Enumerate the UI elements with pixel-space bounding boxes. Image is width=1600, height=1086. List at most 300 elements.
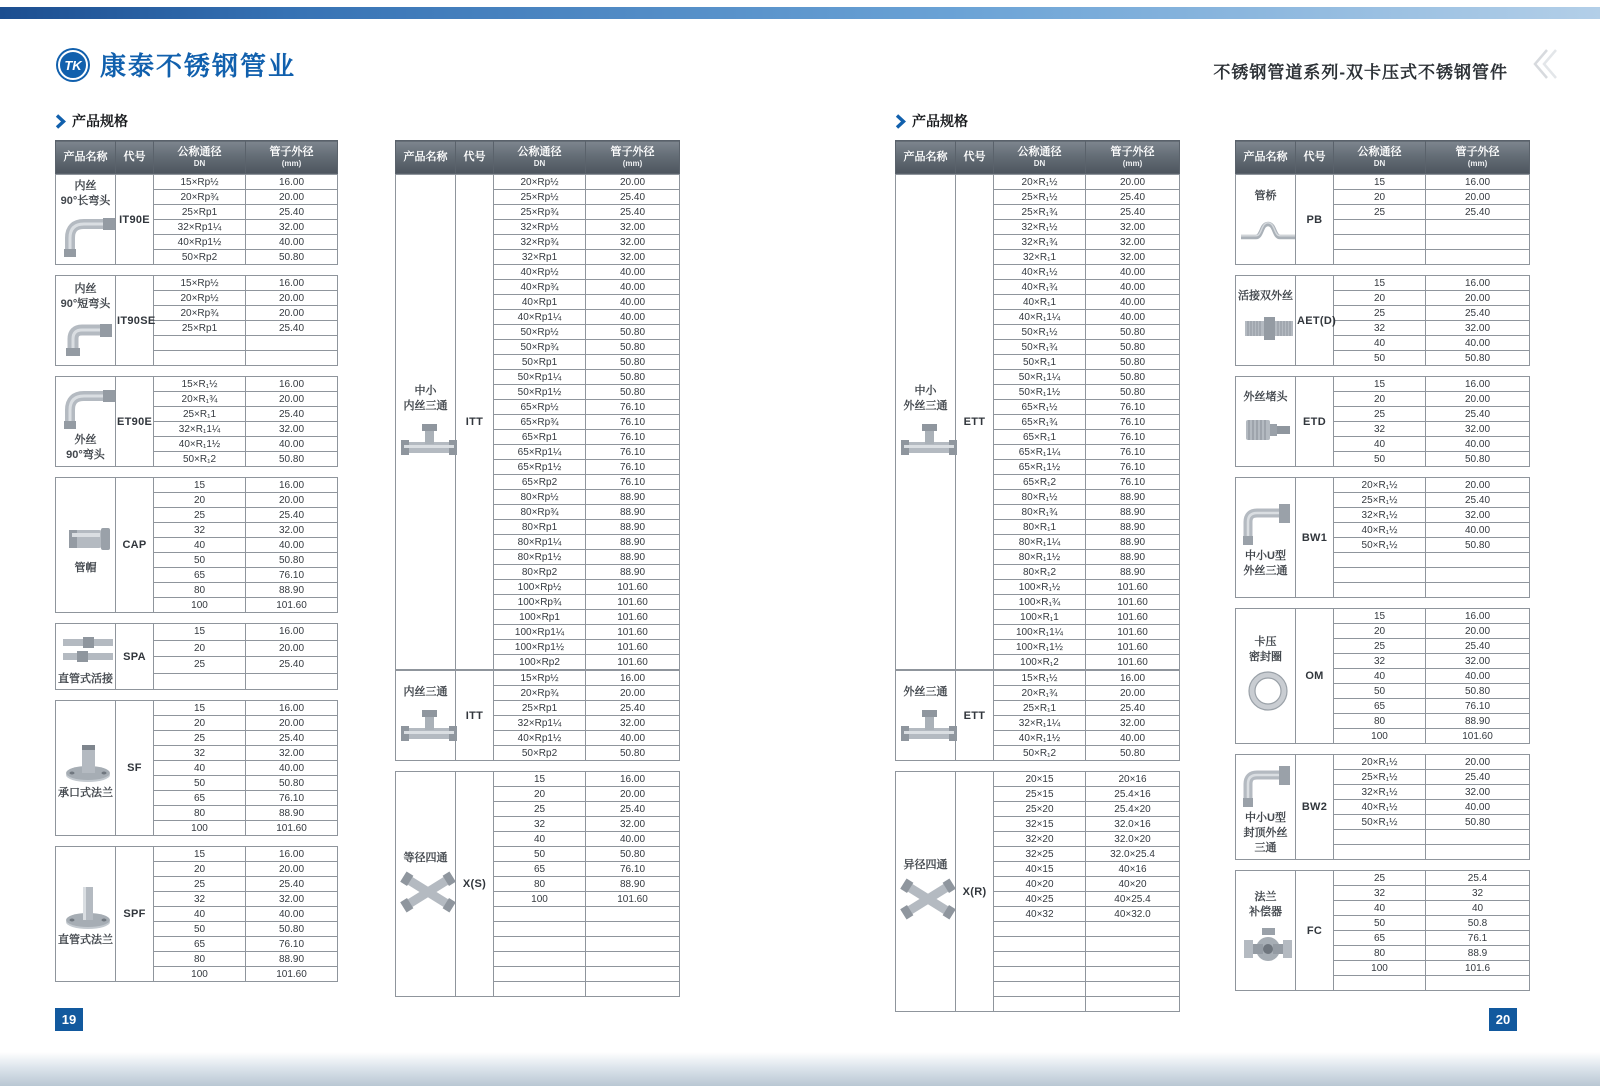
od-cell: 88.90 xyxy=(1086,535,1180,550)
col-header-od-label: 管子外径 xyxy=(1455,146,1500,158)
product-name-line: 外丝三通 xyxy=(903,686,948,698)
od-cell: 20.00 xyxy=(586,175,680,190)
dn-cell: 32×Rp1 xyxy=(494,250,586,265)
dn-cell: 15 xyxy=(154,478,246,493)
dn-cell: 25 xyxy=(154,877,246,892)
spec-table-bw2-5 xyxy=(1235,754,1530,860)
dn-cell: 15 xyxy=(494,772,586,787)
dn-cell: 15×Rp½ xyxy=(154,175,246,190)
spec-table-spf-6 xyxy=(55,846,338,982)
od-cell: 88.90 xyxy=(586,520,680,535)
od-cell: 25.4×20 xyxy=(1086,802,1180,817)
col-header-dn xyxy=(994,141,1086,174)
dn-cell: 32×R₁1¼ xyxy=(994,716,1086,731)
od-cell: 25.40 xyxy=(246,508,338,523)
dn-cell: 25×Rp1 xyxy=(494,701,586,716)
od-cell: 20.00 xyxy=(1426,392,1530,407)
spec-table-it90e-0 xyxy=(55,174,338,265)
product-code: IT90E xyxy=(116,175,154,265)
spec-column-1 xyxy=(55,140,338,992)
top-accent-band xyxy=(0,7,1600,19)
col-header-code-label: 代号 xyxy=(1303,150,1326,163)
dn-cell: 20×15 xyxy=(994,772,1086,787)
od-cell: 20×16 xyxy=(1086,772,1180,787)
od-cell: 16.00 xyxy=(586,671,680,686)
dn-cell: 80 xyxy=(154,583,246,598)
dn-cell: 25×Rp1 xyxy=(154,321,246,336)
product-code: FC xyxy=(1296,871,1334,991)
dn-cell: 40 xyxy=(1334,437,1426,452)
od-cell: 76.10 xyxy=(1426,699,1530,714)
od-cell: 88.90 xyxy=(586,535,680,550)
col-header-product-label: 产品名称 xyxy=(1243,150,1288,163)
dn-cell xyxy=(994,952,1086,967)
product-cell xyxy=(56,175,116,265)
spec-row xyxy=(1236,276,1530,291)
spec-row xyxy=(1236,871,1530,886)
dn-cell: 15×Rp½ xyxy=(494,671,586,686)
dn-cell: 100×R₁2 xyxy=(994,655,1086,670)
col-header-dn-label: 公称通径 xyxy=(177,146,222,158)
dn-cell: 65 xyxy=(494,862,586,877)
product-image-tee-icon xyxy=(397,703,454,743)
dn-cell: 20 xyxy=(154,862,246,877)
od-cell: 20.00 xyxy=(1426,291,1530,306)
od-cell: 20.00 xyxy=(1426,190,1530,205)
product-name-line: 外丝三通 xyxy=(903,400,948,412)
spec-table-aetd-1 xyxy=(1235,275,1530,366)
dn-cell: 65×R₁¾ xyxy=(994,415,1086,430)
dn-cell: 32×R₁1¼ xyxy=(154,422,246,437)
product-name-line: 管帽 xyxy=(74,561,97,574)
dn-cell: 80×R₁1½ xyxy=(994,550,1086,565)
dn-cell: 15 xyxy=(154,701,246,716)
product-code: ETT xyxy=(956,671,994,761)
spec-table-itt-0 xyxy=(395,174,680,670)
product-code: ITT xyxy=(456,671,494,761)
product-image-elbow-icon xyxy=(57,384,114,430)
od-cell: 20.00 xyxy=(586,787,680,802)
double-chevron-icon xyxy=(1530,48,1558,85)
spec-row xyxy=(56,478,338,493)
od-cell: 40.00 xyxy=(246,235,338,250)
col-header-code xyxy=(1296,141,1334,174)
spec-table-xr-2 xyxy=(895,771,1180,1012)
od-cell: 20.00 xyxy=(246,190,338,205)
col-header-dn-sublabel: DN xyxy=(533,159,546,168)
svg-text:TK: TK xyxy=(64,57,82,73)
dn-cell: 32 xyxy=(154,892,246,907)
dn-cell: 100×R₁1¼ xyxy=(994,625,1086,640)
od-cell: 88.90 xyxy=(586,550,680,565)
dn-cell: 80×Rp1 xyxy=(494,520,586,535)
dn-cell: 50×R₁¾ xyxy=(994,340,1086,355)
product-image-tee-icon xyxy=(897,703,954,743)
dn-cell xyxy=(1334,568,1426,583)
od-cell: 16.00 xyxy=(246,478,338,493)
od-cell: 101.60 xyxy=(586,595,680,610)
col-header-code xyxy=(956,141,994,174)
dn-cell: 32×Rp1¼ xyxy=(154,220,246,235)
od-cell: 40.00 xyxy=(1086,265,1180,280)
od-cell: 32.0×16 xyxy=(1086,817,1180,832)
od-cell xyxy=(246,673,338,690)
od-cell: 101.6 xyxy=(1426,961,1530,976)
od-cell: 76.10 xyxy=(246,937,338,952)
product-cell xyxy=(1236,377,1296,467)
spec-header-table xyxy=(55,140,338,174)
od-cell: 32.00 xyxy=(1426,422,1530,437)
od-cell: 25.40 xyxy=(586,802,680,817)
od-cell: 101.60 xyxy=(586,610,680,625)
od-cell: 88.90 xyxy=(246,583,338,598)
product-code: AET(D) xyxy=(1296,276,1334,366)
dn-cell xyxy=(1334,830,1426,845)
series-title: 不锈钢管道系列-双卡压式不锈钢管件 xyxy=(1213,63,1508,82)
product-name-line: 90°弯头 xyxy=(66,448,105,461)
col-header-product xyxy=(1236,141,1296,174)
product-name xyxy=(1237,635,1294,665)
product-cell xyxy=(1236,276,1296,366)
dn-cell: 80×Rp½ xyxy=(494,490,586,505)
product-name-line: 承口式法兰 xyxy=(58,786,113,799)
od-cell: 32 xyxy=(1426,886,1530,901)
dn-cell: 15 xyxy=(1334,377,1426,392)
spec-table-pb-0 xyxy=(1235,174,1530,265)
od-cell: 101.60 xyxy=(1086,640,1180,655)
dn-cell: 20 xyxy=(1334,291,1426,306)
product-name xyxy=(897,858,954,873)
od-cell: 40.00 xyxy=(246,761,338,776)
od-cell: 32.00 xyxy=(1426,654,1530,669)
od-cell: 50.80 xyxy=(246,452,338,467)
dn-cell: 20 xyxy=(1334,624,1426,639)
od-cell: 50.80 xyxy=(1086,325,1180,340)
product-name-line: 密封圈 xyxy=(1249,651,1282,663)
od-cell: 25.40 xyxy=(246,877,338,892)
od-cell: 40.00 xyxy=(586,265,680,280)
product-name xyxy=(57,933,114,948)
product-code: ITT xyxy=(456,175,494,670)
col-header-dn-sublabel: DN xyxy=(1373,159,1386,168)
od-cell xyxy=(1426,553,1530,568)
dn-cell: 100×Rp2 xyxy=(494,655,586,670)
dn-cell: 25 xyxy=(1334,871,1426,886)
dn-cell: 50 xyxy=(1334,684,1426,699)
dn-cell: 20×R₁½ xyxy=(994,175,1086,190)
product-code: PB xyxy=(1296,175,1334,265)
dn-cell: 40 xyxy=(154,761,246,776)
od-cell: 88.90 xyxy=(1086,490,1180,505)
od-cell: 16.00 xyxy=(1426,609,1530,624)
od-cell: 25.4 xyxy=(1426,871,1530,886)
col-header-od-sublabel: (mm) xyxy=(1467,159,1488,168)
dn-cell: 40×R₁1 xyxy=(994,295,1086,310)
dn-cell: 80×Rp1½ xyxy=(494,550,586,565)
dn-cell: 40 xyxy=(154,907,246,922)
od-cell: 76.10 xyxy=(1086,415,1180,430)
product-name-line: 中小 xyxy=(414,385,437,397)
dn-cell: 25 xyxy=(494,802,586,817)
product-cell xyxy=(896,175,956,670)
od-cell: 76.10 xyxy=(1086,445,1180,460)
spec-table-spa-4 xyxy=(55,623,338,690)
product-cell xyxy=(56,624,116,690)
product-cell xyxy=(896,772,956,1012)
dn-cell: 100 xyxy=(154,967,246,982)
spec-table-cap-3 xyxy=(55,477,338,613)
dn-cell: 65×Rp1¼ xyxy=(494,445,586,460)
spec-header-row xyxy=(396,141,680,174)
col-header-code xyxy=(116,141,154,174)
dn-cell: 65×R₁2 xyxy=(994,475,1086,490)
od-cell: 25.40 xyxy=(1426,407,1530,422)
spec-table-sf-5 xyxy=(55,700,338,836)
dn-cell: 40×15 xyxy=(994,862,1086,877)
od-cell: 101.60 xyxy=(246,967,338,982)
dn-cell xyxy=(494,907,586,922)
dn-cell: 20×Rp¾ xyxy=(494,686,586,701)
od-cell: 40.00 xyxy=(1086,731,1180,746)
od-cell: 76.10 xyxy=(586,445,680,460)
od-cell xyxy=(586,967,680,982)
product-name-line: 三通 xyxy=(1254,841,1277,854)
col-header-od-sublabel: (mm) xyxy=(622,159,643,168)
od-cell: 40.00 xyxy=(1086,310,1180,325)
dn-cell: 40×20 xyxy=(994,877,1086,892)
product-name-line: 外丝堵头 xyxy=(1243,391,1288,403)
od-cell: 76.10 xyxy=(1086,430,1180,445)
dn-cell: 32×20 xyxy=(994,832,1086,847)
od-cell xyxy=(1086,997,1180,1012)
od-cell: 50.8 xyxy=(1426,916,1530,931)
product-name-line: 直管式法兰 xyxy=(58,933,113,946)
od-cell: 25.40 xyxy=(586,190,680,205)
dn-cell: 65×R₁½ xyxy=(994,400,1086,415)
od-cell: 16.00 xyxy=(246,624,338,641)
product-cell xyxy=(1236,175,1296,265)
product-code: X(R) xyxy=(956,772,994,1012)
od-cell xyxy=(1426,845,1530,860)
product-name xyxy=(897,384,954,414)
dn-cell: 25×R₁¾ xyxy=(994,205,1086,220)
spec-table-om-4 xyxy=(1235,608,1530,744)
dn-cell: 20×Rp½ xyxy=(154,291,246,306)
spec-row xyxy=(56,701,338,716)
dn-cell: 32 xyxy=(1334,422,1426,437)
spec-header-table xyxy=(395,140,680,174)
od-cell: 20.00 xyxy=(1426,624,1530,639)
od-cell: 32.00 xyxy=(1086,235,1180,250)
dn-cell: 65×R₁1 xyxy=(994,430,1086,445)
product-name xyxy=(1237,549,1294,579)
product-code: ET90E xyxy=(116,377,154,467)
col-header-code-label: 代号 xyxy=(123,150,146,163)
od-cell xyxy=(1426,583,1530,598)
product-cell xyxy=(396,175,456,670)
dn-cell xyxy=(994,997,1086,1012)
section-arrow-icon xyxy=(55,114,66,129)
product-name xyxy=(1237,811,1294,856)
dn-cell: 80×R₁1¼ xyxy=(994,535,1086,550)
dn-cell: 25×R₁1 xyxy=(994,701,1086,716)
dn-cell: 50×Rp1¼ xyxy=(494,370,586,385)
od-cell xyxy=(1086,937,1180,952)
dn-cell: 50 xyxy=(1334,452,1426,467)
dn-cell: 15 xyxy=(154,847,246,862)
od-cell: 40.00 xyxy=(1426,523,1530,538)
od-cell: 16.00 xyxy=(246,276,338,291)
dn-cell: 15 xyxy=(1334,276,1426,291)
od-cell: 40.00 xyxy=(1086,280,1180,295)
spec-table-ett-1 xyxy=(895,670,1180,761)
dn-cell: 25 xyxy=(154,657,246,674)
product-cell xyxy=(1236,609,1296,744)
od-cell xyxy=(586,937,680,952)
col-header-product-label: 产品名称 xyxy=(903,150,948,163)
col-header-dn-label: 公称通径 xyxy=(1357,146,1402,158)
product-image-plug-icon xyxy=(1237,408,1294,450)
dn-cell: 20×Rp¾ xyxy=(154,190,246,205)
product-code: BW1 xyxy=(1296,478,1334,598)
brand-logo xyxy=(55,46,296,83)
spec-column-4 xyxy=(1235,140,1530,1001)
od-cell xyxy=(1426,220,1530,235)
dn-cell: 20 xyxy=(154,716,246,731)
dn-cell: 15 xyxy=(1334,609,1426,624)
dn-cell: 20×R₁¾ xyxy=(154,392,246,407)
product-name xyxy=(1237,390,1294,405)
od-cell: 50.80 xyxy=(1086,340,1180,355)
dn-cell: 50×R₁½ xyxy=(994,325,1086,340)
od-cell: 101.60 xyxy=(246,821,338,836)
product-name xyxy=(57,672,114,687)
dn-cell: 20×Rp½ xyxy=(494,175,586,190)
dn-cell xyxy=(494,967,586,982)
product-name-line: 法兰 xyxy=(1254,890,1277,903)
dn-cell: 20 xyxy=(494,787,586,802)
od-cell: 40.00 xyxy=(1086,295,1180,310)
od-cell: 16.00 xyxy=(586,772,680,787)
od-cell: 101.60 xyxy=(586,655,680,670)
col-header-od xyxy=(246,141,338,174)
dn-cell: 50×Rp½ xyxy=(494,325,586,340)
col-header-product-label: 产品名称 xyxy=(63,150,108,163)
dn-cell: 50 xyxy=(494,847,586,862)
product-code: ETD xyxy=(1296,377,1334,467)
dn-cell: 80×Rp1¼ xyxy=(494,535,586,550)
product-code: SF xyxy=(116,701,154,836)
spec-table-ett-0 xyxy=(895,174,1180,670)
dn-cell: 100 xyxy=(494,892,586,907)
product-name xyxy=(57,433,114,463)
dn-cell: 32×R₁½ xyxy=(994,220,1086,235)
od-cell: 76.10 xyxy=(586,415,680,430)
dn-cell: 25×R₁½ xyxy=(1334,493,1426,508)
od-cell: 76.10 xyxy=(586,460,680,475)
od-cell: 101.60 xyxy=(246,598,338,613)
dn-cell xyxy=(994,922,1086,937)
spec-table-xs-2 xyxy=(395,771,680,997)
od-cell: 88.90 xyxy=(246,952,338,967)
product-image-elbow-short-icon xyxy=(57,315,114,357)
section-title-text: 产品规格 xyxy=(72,113,128,129)
od-cell: 32.00 xyxy=(1426,508,1530,523)
product-name-line: 内丝三通 xyxy=(403,686,448,698)
col-header-od xyxy=(1086,141,1180,174)
od-cell: 25.40 xyxy=(1086,205,1180,220)
spec-column-3 xyxy=(895,140,1180,1022)
product-image-compensator-icon xyxy=(1237,923,1294,969)
od-cell: 101.60 xyxy=(1086,580,1180,595)
dn-cell: 40×Rp1½ xyxy=(494,731,586,746)
od-cell: 25.40 xyxy=(1426,770,1530,785)
page-number-right: 20 xyxy=(1489,1008,1517,1031)
od-cell: 76.1 xyxy=(1426,931,1530,946)
dn-cell: 15×Rp½ xyxy=(154,276,246,291)
od-cell xyxy=(1086,922,1180,937)
dn-cell: 40×R₁½ xyxy=(1334,523,1426,538)
od-cell: 50.80 xyxy=(246,250,338,265)
product-cell xyxy=(896,671,956,761)
dn-cell: 32×Rp¾ xyxy=(494,235,586,250)
od-cell: 50.80 xyxy=(1426,815,1530,830)
product-code: SPF xyxy=(116,847,154,982)
dn-cell: 65×Rp1 xyxy=(494,430,586,445)
od-cell: 25.40 xyxy=(1426,306,1530,321)
spec-table-it90se-1 xyxy=(55,275,338,366)
od-cell: 20.00 xyxy=(246,291,338,306)
section-title-right xyxy=(895,111,968,131)
od-cell: 20.00 xyxy=(246,493,338,508)
dn-cell: 100 xyxy=(154,598,246,613)
dn-cell: 15 xyxy=(1334,175,1426,190)
od-cell: 76.10 xyxy=(586,475,680,490)
dn-cell: 80×Rp¾ xyxy=(494,505,586,520)
od-cell: 50.80 xyxy=(586,847,680,862)
product-name-line: 外丝三通 xyxy=(1243,564,1288,577)
product-image-cross-icon xyxy=(397,869,454,915)
spec-row xyxy=(56,624,338,641)
spec-header-row xyxy=(56,141,338,174)
od-cell: 32.00 xyxy=(586,220,680,235)
dn-cell xyxy=(1334,553,1426,568)
dn-cell xyxy=(494,952,586,967)
product-image-tee-icon xyxy=(897,417,954,457)
od-cell: 40.00 xyxy=(586,310,680,325)
product-name-line: 外丝 xyxy=(74,433,97,446)
od-cell: 50.80 xyxy=(1426,684,1530,699)
od-cell: 25.40 xyxy=(246,407,338,422)
od-cell: 76.10 xyxy=(246,791,338,806)
dn-cell: 50×Rp2 xyxy=(494,746,586,761)
od-cell xyxy=(586,952,680,967)
dn-cell xyxy=(1334,583,1426,598)
dn-cell: 32 xyxy=(154,523,246,538)
od-cell: 25.40 xyxy=(1426,493,1530,508)
dn-cell: 80×R₁1 xyxy=(994,520,1086,535)
product-cell xyxy=(56,847,116,982)
product-name xyxy=(57,282,114,312)
dn-cell: 40×R₁¾ xyxy=(994,280,1086,295)
od-cell: 88.90 xyxy=(586,877,680,892)
dn-cell: 50×R₁1½ xyxy=(994,385,1086,400)
od-cell: 88.90 xyxy=(586,490,680,505)
od-cell: 101.60 xyxy=(1426,729,1530,744)
od-cell: 101.60 xyxy=(1086,610,1180,625)
brand-logo-icon xyxy=(55,47,91,83)
product-image-double-pipe-icon xyxy=(57,629,114,669)
